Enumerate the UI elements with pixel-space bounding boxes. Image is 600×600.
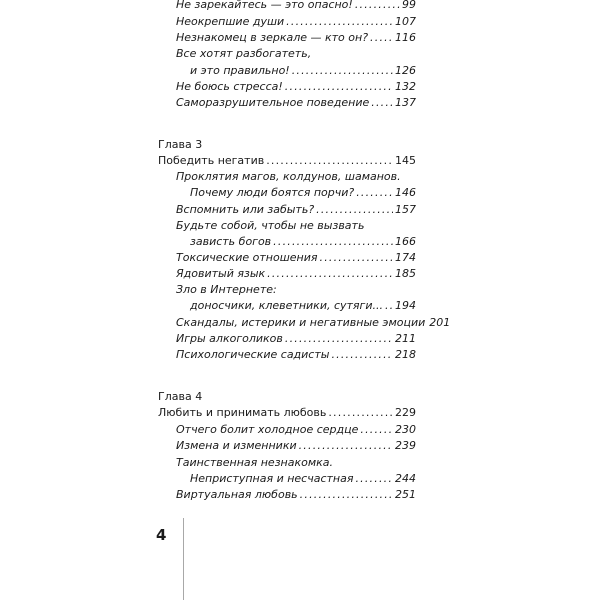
toc-entry (176, 0, 416, 12)
toc-entry-page: 201 (429, 316, 451, 329)
toc-entry-page: 194 (395, 299, 416, 312)
dot-leader (292, 64, 393, 78)
toc-entry-page: 137 (395, 96, 416, 109)
toc-entry-title-line1: Зло в Интернете: (176, 283, 277, 296)
toc-entry-title: Виртуальная любовь (176, 488, 298, 501)
dot-leader (371, 96, 393, 110)
toc-entry-title: Неприступная и несчастная (190, 472, 354, 485)
chapter-title-entry (158, 406, 416, 420)
toc-entry-title: Отчего болит холодное сердце (176, 423, 359, 436)
dot-leader (273, 235, 393, 249)
toc-entry-title: Не боюсь стресса! (176, 80, 283, 93)
toc-entry (176, 267, 416, 281)
dot-leader (328, 406, 393, 420)
toc-entry-title: Ядовитый язык (176, 267, 266, 280)
toc-entry-title: Скандалы, истерики и негативные эмоции (176, 316, 426, 329)
toc-entry-page: 239 (395, 439, 416, 452)
toc-entry-page: 107 (395, 15, 416, 28)
toc-entry (190, 235, 416, 249)
toc-entry-title-line1: Будьте собой, чтобы не вызвать (176, 219, 365, 232)
toc-entry-page: 116 (395, 31, 416, 44)
margin-rule (183, 518, 184, 600)
chapter-title-entry (158, 154, 416, 168)
toc-entry-title: Не зарекайтесь — это опасно! (176, 0, 353, 11)
dot-leader (385, 299, 393, 313)
toc-entry-page: 132 (395, 80, 416, 93)
dot-leader (355, 0, 400, 12)
dot-leader (285, 80, 393, 94)
toc-entry-page: 230 (395, 423, 416, 436)
dot-leader (266, 154, 393, 168)
toc-entry-title-line1: Таинственная незнакомка. (176, 456, 334, 469)
toc-entry (176, 251, 416, 265)
dot-leader (286, 15, 393, 29)
toc-entry-page: 174 (395, 251, 416, 264)
toc-entry (176, 31, 416, 45)
toc-entry (176, 488, 416, 502)
chapter-label: Глава 4 (158, 390, 203, 403)
chapter-page: 229 (395, 406, 416, 419)
chapter-page: 145 (395, 154, 416, 167)
toc-entry (176, 80, 416, 94)
toc-entry (176, 15, 416, 29)
toc-entry-title-line1: Все хотят разбогатеть, (176, 47, 312, 60)
toc-entry (190, 186, 416, 200)
chapter-title: Победить негатив (158, 154, 265, 167)
dot-leader (299, 439, 393, 453)
dot-leader (360, 423, 393, 437)
toc-entry (190, 299, 416, 313)
toc-entry-title: Психологические садисты (176, 348, 330, 361)
toc-entry-page: 126 (395, 64, 416, 77)
toc-entry-title: Измена и изменники (176, 439, 297, 452)
toc-entry-page: 146 (395, 186, 416, 199)
toc-entry-page: 218 (395, 348, 416, 361)
page-number: 4 (156, 526, 167, 544)
toc-entry-title: Игры алкоголиков (176, 332, 283, 345)
toc-entry (176, 96, 416, 110)
toc-entry-page: 166 (395, 235, 416, 248)
toc-entry (176, 316, 451, 330)
toc-entry-title: Токсические отношения (176, 251, 318, 264)
toc-entry-page: 185 (395, 267, 416, 280)
dot-leader (356, 186, 393, 200)
toc-entry-title: Саморазрушительное поведение (176, 96, 370, 109)
toc-entry-page: 99 (402, 0, 416, 11)
chapter-title: Любить и принимать любовь (158, 406, 327, 419)
toc-entry-page: 251 (395, 488, 416, 501)
toc-entry-title: и это правильно! (190, 64, 290, 77)
dot-leader (267, 267, 393, 281)
dot-leader (355, 472, 393, 486)
toc-entry-title-line1: Проклятия магов, колдунов, шаманов. (176, 170, 401, 183)
toc-entry (190, 472, 416, 486)
toc-entry-page: 211 (395, 332, 416, 345)
dot-leader (370, 31, 393, 45)
dot-leader (300, 488, 393, 502)
toc-entry (176, 332, 416, 346)
dot-leader (316, 203, 393, 217)
dot-leader (320, 251, 393, 265)
toc-entry-title: зависть богов (190, 235, 272, 248)
toc-entry (176, 203, 416, 217)
toc-entry-title: Незнакомец в зеркале — кто он? (176, 31, 369, 44)
toc-entry-title: доносчики, клеветники, сутяги... (190, 299, 383, 312)
toc-entry-title: Вспомнить или забыть? (176, 203, 315, 216)
toc-entry-page: 157 (395, 203, 416, 216)
dot-leader (285, 332, 393, 346)
toc-entry (176, 439, 416, 453)
toc-entry-page: 244 (395, 472, 416, 485)
toc-entry-title: Неокрепшие души (176, 15, 285, 28)
toc-entry (176, 423, 416, 437)
toc-entry (190, 64, 416, 78)
toc-entry (176, 348, 416, 362)
dot-leader (331, 348, 393, 362)
chapter-label: Глава 3 (158, 138, 203, 151)
toc-entry-title: Почему люди боятся порчи? (190, 186, 355, 199)
